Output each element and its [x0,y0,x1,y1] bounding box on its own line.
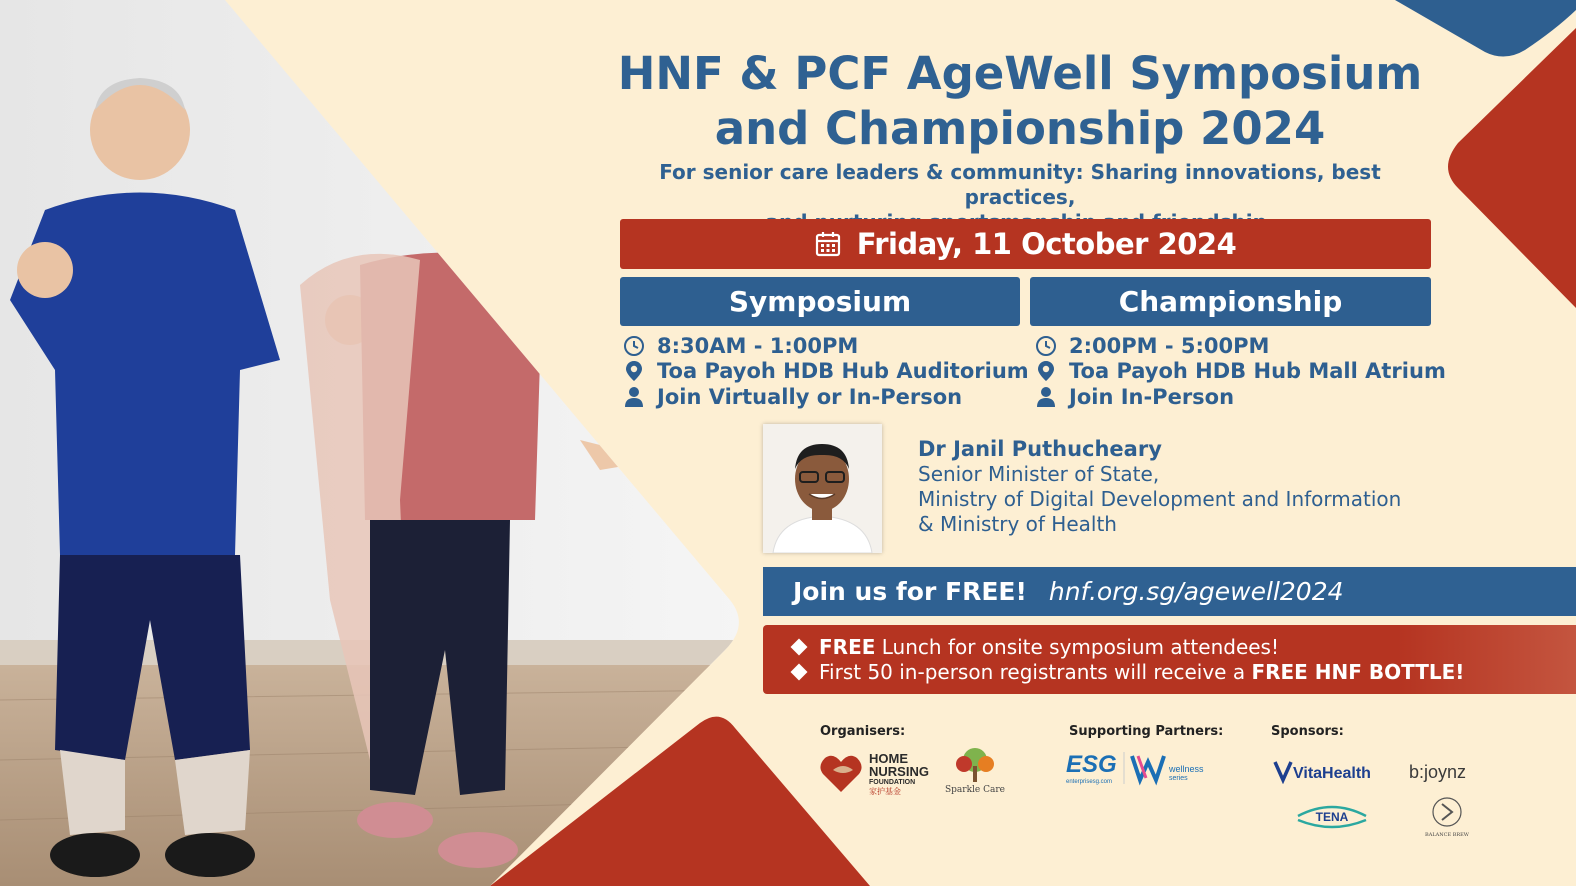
symposium-venue-row [623,359,1029,385]
perk-1-text: Lunch for onsite symposium attendees! [875,634,1279,659]
championship-mode: Join In-Person [1069,384,1235,409]
calendar-icon [815,231,841,257]
symposium-time: 8:30AM - 1:00PM [657,333,859,358]
title-line-1: HNF & PCF AgeWell Symposium [617,47,1423,100]
perk-item [793,659,1576,684]
championship-time: 2:00PM - 5:00PM [1069,333,1270,358]
speaker-role-line-2: Ministry of Digital Development and Information [918,487,1402,511]
hnf-chinese: 家护基金 [869,787,901,796]
speaker-title [918,462,1438,537]
event-title [600,46,1440,156]
esg-series-text: series [1169,775,1188,782]
bjoynz-text: b:joynz [1409,762,1467,782]
title-line-2: and Championship 2024 [714,102,1326,155]
perk-item [793,634,1576,659]
vitahealth-text: VitaHealth [1293,765,1371,782]
speaker-portrait [763,424,882,553]
esg-text: ESG [1066,751,1117,778]
hnf-logo [819,748,934,796]
person-icon [623,386,645,408]
speaker-name: Dr Janil Puthucheary [918,437,1162,461]
hnf-line-3: FOUNDATION [869,779,916,786]
hnf-line-2: NURSING [869,764,929,779]
championship-heading: Championship [1030,277,1431,326]
location-pin-icon [623,360,645,382]
perk-2-bold: FREE HNF BOTTLE! [1251,659,1465,684]
speaker-role-line-1: Senior Minister of State, [918,462,1160,486]
clock-icon [623,335,645,357]
hnf-line-1: HOME [869,751,908,766]
esg-wellness-text: wellness [1169,764,1204,774]
registration-link[interactable]: hnf.org.sg/agewell2024 [1048,577,1344,606]
registration-banner [763,567,1576,616]
tena-text: TENA [1315,810,1349,824]
symposium-details [623,333,1029,410]
championship-details [1035,333,1446,410]
event-date: Friday, 11 October 2024 [856,227,1237,261]
vitahealth-logo [1273,758,1393,784]
championship-venue: Toa Payoh HDB Hub Mall Atrium [1069,359,1446,384]
symposium-mode: Join Virtually or In-Person [657,384,963,409]
championship-mode-row [1035,384,1446,410]
symposium-time-row [623,333,1029,359]
championship-time-row [1035,333,1446,359]
championship-venue-row [1035,359,1446,385]
esg-logo [1064,748,1214,788]
perk-1-bold: FREE [819,634,876,659]
diamond-bullet-icon [791,663,808,680]
speaker-role-line-3: & Ministry of Health [918,512,1117,536]
clock-icon [1035,335,1057,357]
balance-brew-text: BALANCE BREW [1425,832,1469,838]
bjoynz-logo [1408,759,1488,785]
sponsors-label: Sponsors: [1271,724,1344,739]
supporting-partners-label: Supporting Partners: [1069,724,1224,739]
location-pin-icon [1035,360,1057,382]
organisers-label: Organisers: [820,724,906,739]
symposium-venue: Toa Payoh HDB Hub Auditorium [657,359,1029,384]
join-label: Join us for FREE! [793,577,1027,606]
sparkle-care-logo [944,746,1006,798]
symposium-heading: Symposium [620,277,1020,326]
perk-2-text: First 50 in-person registrants will receive a [819,659,1252,684]
sparkle-care-text: Sparkle Care [945,785,1005,795]
perks-banner [763,625,1576,694]
subtitle-line-1: For senior care leaders & community: Sharing innovations, best practices, [659,160,1381,209]
person-icon [1035,386,1057,408]
diamond-bullet-icon [791,638,808,655]
right-red-shape [1438,28,1576,308]
balance-brew-logo [1420,796,1474,840]
date-banner [620,219,1431,269]
symposium-mode-row [623,384,1029,410]
tena-logo [1294,800,1370,832]
esg-subtext: enterprisesg.com [1066,779,1113,785]
